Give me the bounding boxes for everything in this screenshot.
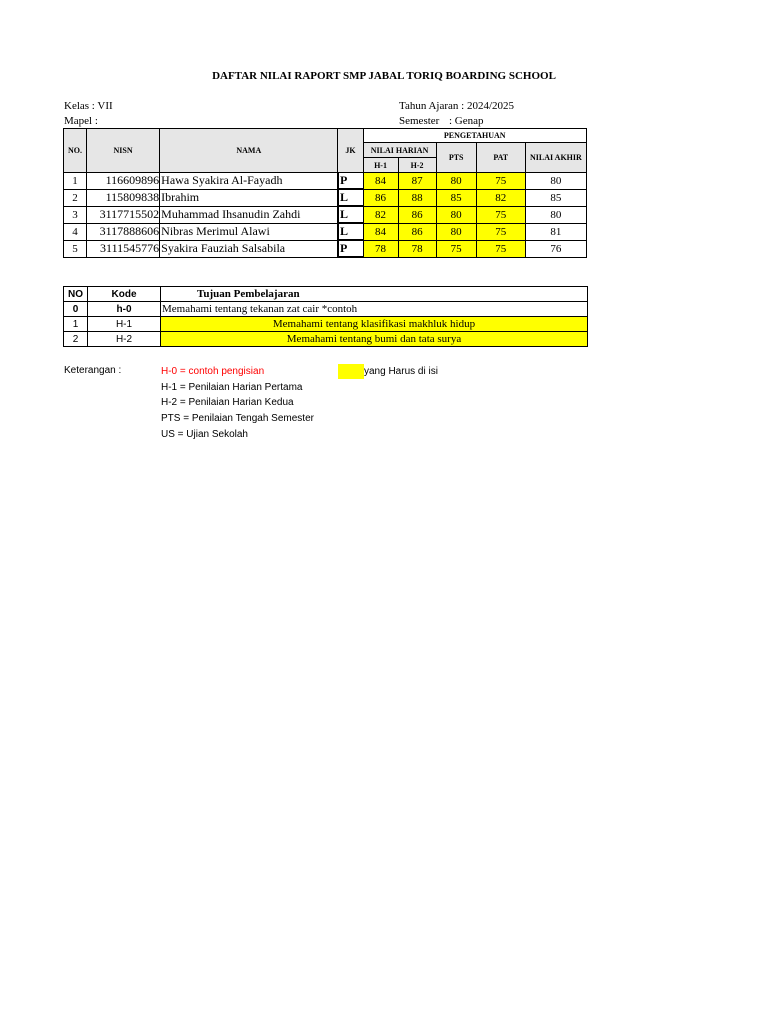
cell-pts: 80 (436, 173, 476, 190)
goals-header-no: NO (64, 287, 88, 302)
cell-akhir: 85 (525, 189, 586, 206)
header-no: NO. (64, 129, 87, 173)
cell-no: 2 (64, 189, 87, 206)
cell-nisn: 3117888606 (87, 223, 160, 240)
page-title: DAFTAR NILAI RAPORT SMP JABAL TORIQ BOARDING SCHOOL (212, 70, 556, 82)
header-pengetahuan: PENGETAHUAN (363, 129, 587, 143)
goal-tujuan: Memahami tentang klasifikasi makhluk hidup (161, 317, 588, 332)
cell-pat: 75 (476, 206, 525, 223)
cell-nama: Nibras Merimul Alawi (160, 223, 338, 240)
goal-no: 2 (64, 332, 88, 347)
cell-akhir: 81 (525, 223, 586, 240)
header-pts: PTS (436, 143, 476, 173)
goal-kode: H-1 (88, 317, 161, 332)
keterangan-item: H-0 = contoh pengisian (161, 366, 265, 377)
cell-nisn: 116609896 (87, 173, 160, 190)
cell-jk: L (338, 189, 363, 206)
header-jk: JK (338, 129, 363, 173)
goal-kode: H-2 (88, 332, 161, 347)
header-nilai-harian: NILAI HARIAN (363, 143, 436, 158)
header-pat: PAT (476, 143, 525, 173)
cell-pts: 80 (436, 206, 476, 223)
goal-kode: h-0 (88, 302, 161, 317)
table-row (64, 240, 587, 257)
cell-h2: 78 (398, 240, 436, 257)
cell-h2: 88 (398, 189, 436, 206)
cell-h1: 84 (363, 173, 398, 190)
header-nama: NAMA (160, 129, 338, 173)
goal-tujuan: Memahami tentang bumi dan tata surya (161, 332, 588, 347)
cell-no: 4 (64, 223, 87, 240)
table-row (64, 189, 587, 206)
cell-jk: P (338, 240, 363, 257)
cell-akhir: 76 (525, 240, 586, 257)
cell-jk: L (338, 223, 363, 240)
cell-no: 5 (64, 240, 87, 257)
keterangan-item: H-2 = Penilaian Harian Kedua (161, 397, 294, 408)
highlight-swatch (338, 364, 364, 379)
semester-value: : Genap (449, 115, 484, 127)
cell-jk: L (338, 206, 363, 223)
cell-pat: 75 (476, 223, 525, 240)
table-row (64, 173, 587, 190)
cell-nisn: 115809838 (87, 189, 160, 206)
keterangan-item: US = Ujian Sekolah (161, 429, 248, 440)
cell-nama: Ibrahim (160, 189, 338, 206)
cell-pat: 75 (476, 173, 525, 190)
cell-pat: 82 (476, 189, 525, 206)
goals-table (63, 286, 588, 347)
goal-no: 1 (64, 317, 88, 332)
header-h2: H-2 (398, 158, 436, 173)
swatch-label: yang Harus di isi (364, 366, 438, 377)
cell-pts: 80 (436, 223, 476, 240)
mapel-label: Mapel : (64, 115, 98, 127)
cell-akhir: 80 (525, 173, 586, 190)
table-row (64, 223, 587, 240)
tahun-ajaran-label: Tahun Ajaran : 2024/2025 (399, 100, 515, 112)
cell-nama: Muhammad Ihsanudin Zahdi (160, 206, 338, 223)
keterangan-item: H-1 = Penilaian Harian Pertama (161, 382, 303, 393)
cell-jk: P (338, 173, 363, 190)
grades-table (63, 128, 587, 258)
semester-label: Semester (399, 115, 440, 127)
cell-h1: 84 (363, 223, 398, 240)
kelas-label: Kelas : VII (64, 100, 113, 112)
cell-no: 1 (64, 173, 87, 190)
cell-h2: 86 (398, 206, 436, 223)
cell-akhir: 80 (525, 206, 586, 223)
header-h1: H-1 (363, 158, 398, 173)
goals-header-kode: Kode (88, 287, 161, 302)
cell-h1: 82 (363, 206, 398, 223)
cell-pts: 85 (436, 189, 476, 206)
cell-nisn: 3117715502 (87, 206, 160, 223)
cell-h2: 87 (398, 173, 436, 190)
goal-no: 0 (64, 302, 88, 317)
cell-nama: Hawa Syakira Al-Fayadh (160, 173, 338, 190)
cell-pts: 75 (436, 240, 476, 257)
cell-no: 3 (64, 206, 87, 223)
table-row (64, 206, 587, 223)
header-nisn: NISN (87, 129, 160, 173)
cell-pat: 75 (476, 240, 525, 257)
goals-header-tujuan: Tujuan Pembelajaran (161, 287, 588, 302)
keterangan-label: Keterangan : (64, 365, 122, 376)
keterangan-item: PTS = Penilaian Tengah Semester (161, 413, 314, 424)
cell-h2: 86 (398, 223, 436, 240)
cell-nisn: 3111545776 (87, 240, 160, 257)
header-nilai-akhir: NILAI AKHIR (525, 143, 586, 173)
goal-tujuan: Memahami tentang tekanan zat cair *contoh (161, 302, 588, 317)
cell-h1: 78 (363, 240, 398, 257)
cell-h1: 86 (363, 189, 398, 206)
cell-nama: Syakira Fauziah Salsabila (160, 240, 338, 257)
